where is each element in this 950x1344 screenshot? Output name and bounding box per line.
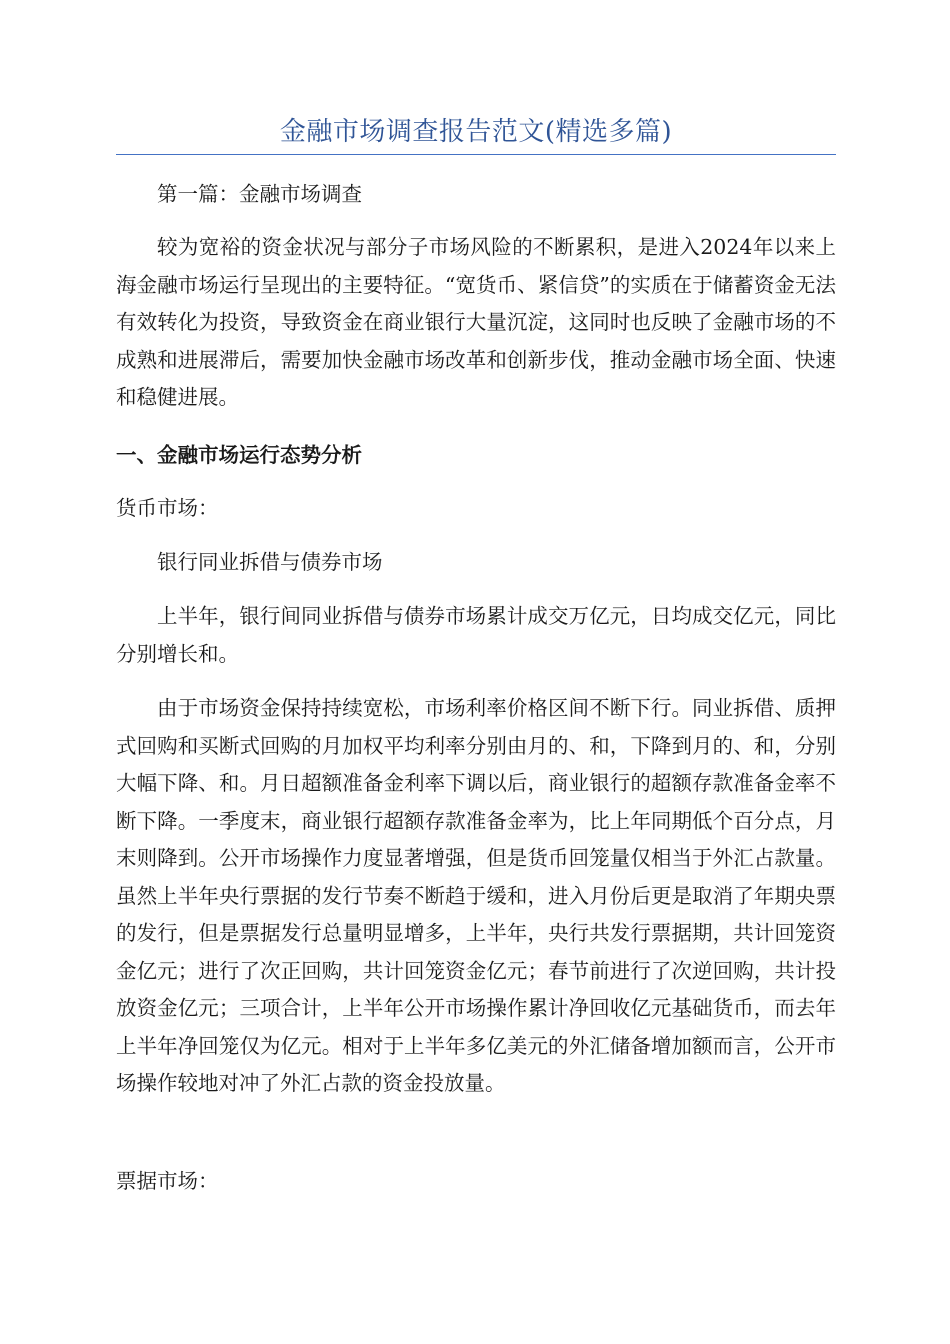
paragraph-rates: 由于市场资金保持持续宽松，市场利率价格区间不断下行。同业拆借、质押式回购和买断式回购的月加权平均利率分别由月的、和，下降到月的、和，分别大幅下降、和。月日超额准备金利率下调以后，商业银行的超额存款准备金率不断下降。一季度末，商业银行超额存款准备金率为，比上年同期低个百分点，月末则降到。公开市场操作力度显著增强，但是货币回笼量仅相当于外汇占款量。虽然上半年央行票据的发行节奏不断趋于缓和，进入月份后更是取消了年期央票的发行，但是票据发行总量明显增多，上半年，央行共发行票据期，共计回笼资金亿元；进行了次正回购，共计回笼资金亿元；春节前进行了次逆回购，共计投放资金亿元；三项合计，上半年公开市场操作累计净回收亿元基础货币，而去年上半年净回笼仅为亿元。相对于上半年多亿美元的外汇储备增加额而言，公开市场操作较地对冲了外汇占款的资金投放量。 xyxy=(116,696,836,1095)
title-underline xyxy=(116,154,836,155)
intro-paragraph: 较为宽裕的资金状况与部分子市场风险的不断累积，是进入2024年以来上海金融市场运行呈现出的主要特征。“宽货币、紧信贷”的实质在于储蓄资金无法有效转化为投资，导致资金在商业银行大量沉淀，这同时也反映了金融市场的不成熟和进展滞后，需要加快金融市场改革和创新步伐，推动金融市场全面、快速和稳健进展。 xyxy=(116,235,836,409)
bill-market-label: 票据市场： xyxy=(116,1169,219,1193)
paragraph-half-year: 上半年，银行间同业拆借与债券市场累计成交万亿元，日均成交亿元，同比分别增长和。 xyxy=(116,604,836,666)
subheading-interbank: 银行同业拆借与债券市场 xyxy=(157,550,383,574)
document-title: 金融市场调查报告范文(精选多篇) xyxy=(279,117,673,147)
money-market-label: 货币市场： xyxy=(116,496,219,520)
section-heading: 一、金融市场运行态势分析 xyxy=(116,443,362,467)
part-heading: 第一篇：金融市场调查 xyxy=(157,182,362,206)
